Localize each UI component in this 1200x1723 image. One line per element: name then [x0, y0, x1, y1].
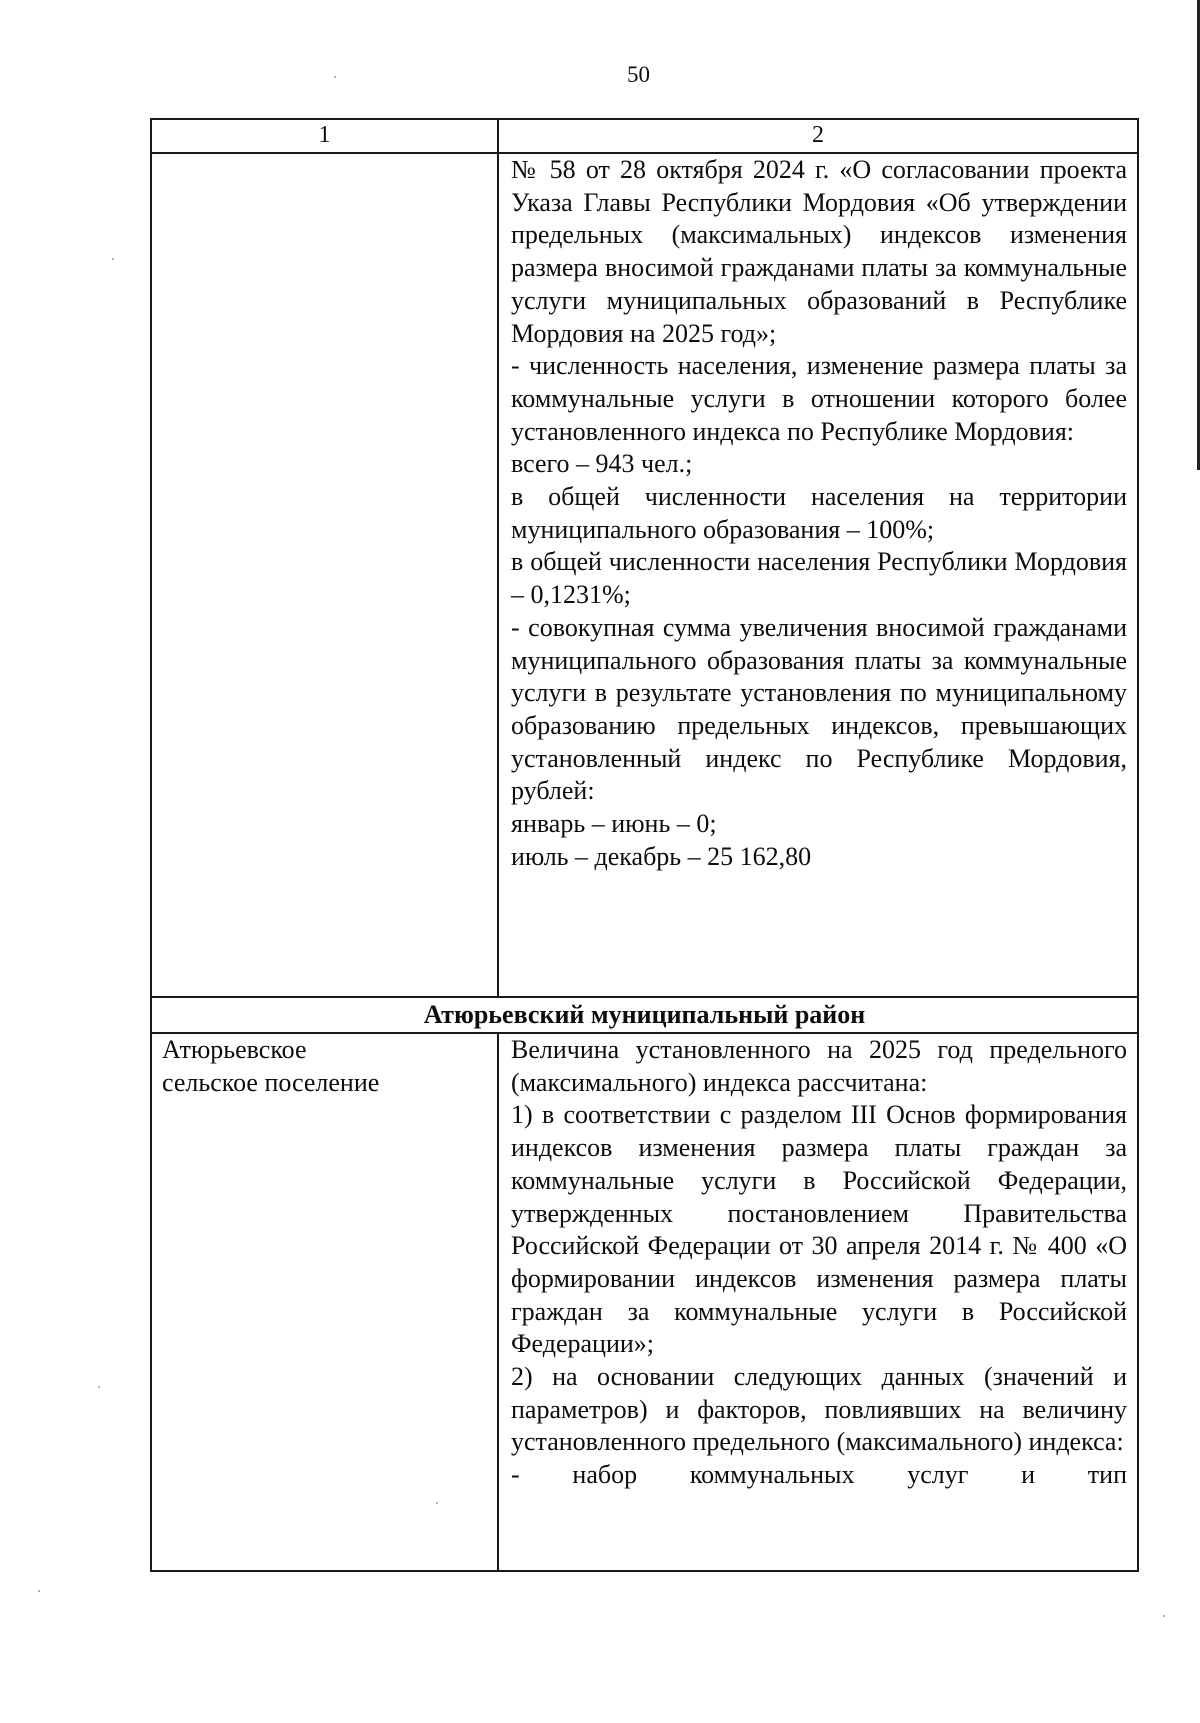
settlement-text-cell [498, 1033, 1138, 1571]
header-cell-col1: 1 [151, 119, 498, 153]
continuation-paragraph: всего – 943 чел.; [511, 449, 693, 479]
settlement-paragraph: 1) в соответствии с разделом III Основ формирования индексов изменения размера платы граждан за коммунальные услуги в Российской Федерации, утвержденных постановлением Правительства Российской Федерации от 30 апреля 2014 г. № 400 «О формировании индексов изменения размера платы граждан за коммунальные услуги в Российской Федерации»; [511, 1100, 1127, 1359]
continuation-row [151, 153, 1138, 997]
settlement-name-line: сельское поселение [162, 1067, 380, 1097]
continuation-paragraph: в общей численности населения Республики Мордовия – 0,1231%; [511, 547, 1127, 610]
continuation-paragraph: в общей численности населения на территории муниципального образования – 100%; [511, 482, 1127, 544]
continuation-col1-cell [151, 153, 498, 997]
continuation-paragraph: июль – декабрь – 25 162,80 [511, 841, 812, 871]
continuation-paragraph: - численность населения, изменение размера платы за коммунальные услуги в отношении которого более установленного индекса по Республике Мордовия: [511, 351, 1127, 446]
settlement-paragraph: - набор коммунальных услуг и тип [511, 1460, 1127, 1490]
settlement-name-line: Атюрьевское [162, 1035, 307, 1065]
settlement-name [152, 1034, 497, 1099]
section-row [151, 997, 1138, 1033]
settlement-row [151, 1033, 1138, 1571]
document-table [150, 118, 1139, 1572]
scan-speck [112, 258, 114, 260]
page-number: 50 [627, 62, 650, 87]
continuation-paragraph: январь – июнь – 0; [511, 809, 717, 839]
continuation-paragraph: № 58 от 28 октября 2024 г. «О согласовании проекта Указа Главы Республики Мордовия «Об утверждении предельных (максимальных) индексов изменения размера вносимой гражданами платы за коммунальные услуги муниципальных образований в Республике Мордовия на 2025 год»; [511, 155, 1127, 348]
section-title: Атюрьевский муниципальный район [151, 997, 1138, 1033]
continuation-paragraph: - совокупная сумма увеличения вносимой гражданами муниципального образования платы за коммунальные услуги в результате установления по муниципальному образованию предельных индексов, превышающих установленный индекс по Республике Мордовия, рублей: [511, 612, 1127, 806]
scan-speck [38, 1590, 40, 1592]
continuation-text [499, 154, 1137, 873]
header-cell-col2: 2 [498, 119, 1138, 153]
settlement-text [499, 1034, 1137, 1492]
scan-speck [98, 1386, 100, 1388]
scan-speck [436, 1502, 438, 1504]
scan-speck [1163, 1615, 1165, 1617]
continuation-col2-cell [498, 153, 1138, 997]
table-header-row [151, 119, 1138, 153]
scan-speck [334, 76, 336, 78]
settlement-name-cell [151, 1033, 498, 1571]
settlement-paragraph: 2) на основании следующих данных (значений и параметров) и факторов, повлиявших на величину установленного предельного (максимального) индекса: [511, 1362, 1127, 1457]
settlement-paragraph: Величина установленного на 2025 год предельного (максимального) индекса рассчитана: [511, 1035, 1127, 1097]
